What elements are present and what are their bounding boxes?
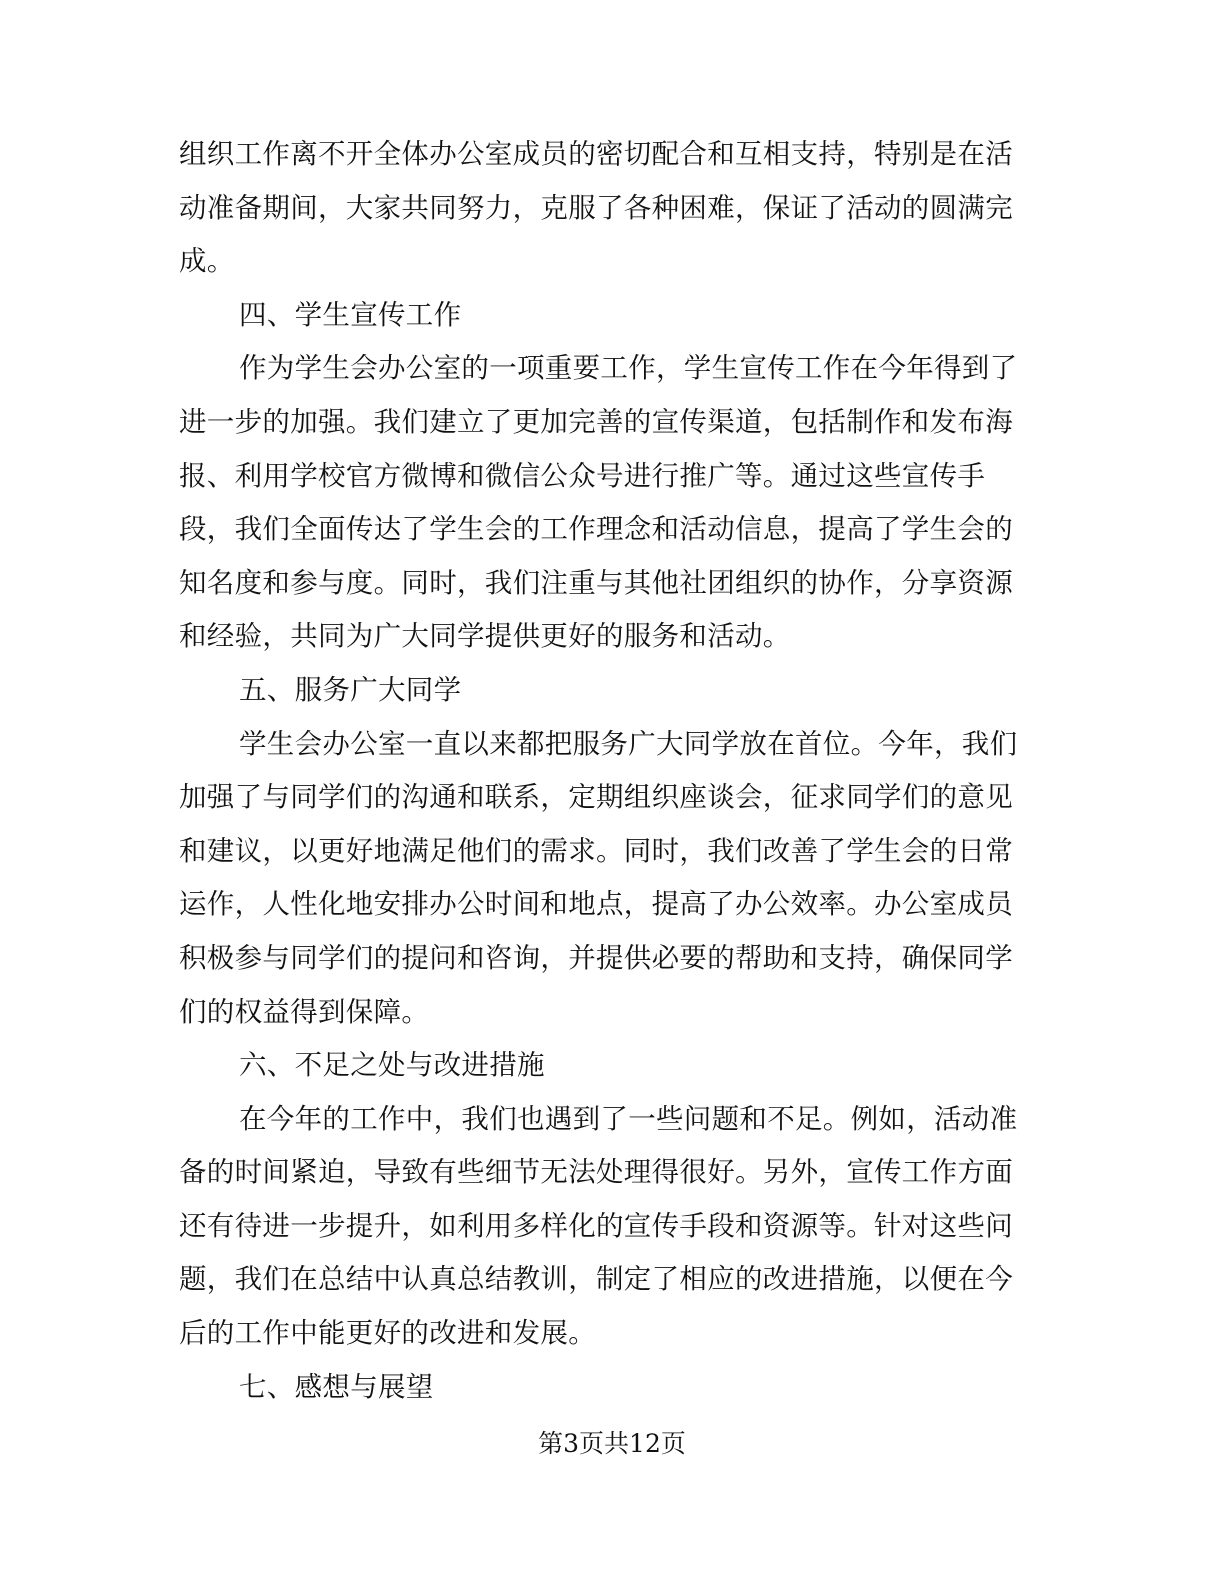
text-line: 还有待进一步提升，如利用多样化的宣传手段和资源等。针对这些问 xyxy=(179,1209,1013,1242)
text-line: 知名度和参与度。同时，我们注重与其他社团组织的协作，分享资源 xyxy=(179,566,1013,599)
text-line: 和经验，共同为广大同学提供更好的服务和活动。 xyxy=(179,620,791,653)
text-line: 加强了与同学们的沟通和联系，定期组织座谈会，征求同学们的意见 xyxy=(179,781,1013,814)
text-line: 报、利用学校官方微博和微信公众号进行推广等。通过这些宣传手 xyxy=(179,459,986,492)
section-heading: 六、不足之处与改进措施 xyxy=(239,1049,545,1082)
text-line: 们的权益得到保障。 xyxy=(179,995,430,1028)
text-line: 题，我们在总结中认真总结教训，制定了相应的改进措施，以便在今 xyxy=(179,1263,1013,1296)
text-line: 作为学生会办公室的一项重要工作，学生宣传工作在今年得到了 xyxy=(239,352,1018,385)
text-line: 组织工作离不开全体办公室成员的密切配合和互相支持，特别是在活 xyxy=(179,138,1013,170)
section-heading: 四、学生宣传工作 xyxy=(239,298,462,331)
text-line: 运作，人性化地安排办公时间和地点，提高了办公效率。办公室成员 xyxy=(179,888,1013,921)
text-line: 在今年的工作中，我们也遇到了一些问题和不足。例如，活动准 xyxy=(239,1102,1018,1135)
text-line: 学生会办公室一直以来都把服务广大同学放在首位。今年，我们 xyxy=(239,727,1018,760)
text-line: 动准备期间，大家共同努力，克服了各种困难，保证了活动的圆满完 xyxy=(179,191,1013,224)
section-heading: 七、感想与展望 xyxy=(239,1370,434,1403)
page-number-footer: 第3页共12页 xyxy=(538,1429,686,1458)
section-heading: 五、服务广大同学 xyxy=(239,673,462,706)
text-line: 成。 xyxy=(179,245,235,278)
text-line: 积极参与同学们的提问和咨询，并提供必要的帮助和支持，确保同学 xyxy=(179,941,1013,974)
document-body xyxy=(179,128,1019,1414)
text-line: 备的时间紧迫，导致有些细节无法处理得很好。另外，宣传工作方面 xyxy=(179,1156,1013,1189)
text-line: 进一步的加强。我们建立了更加完善的宣传渠道，包括制作和发布海 xyxy=(179,405,1013,438)
text-line: 后的工作中能更好的改进和发展。 xyxy=(179,1317,596,1350)
text-line: 段，我们全面传达了学生会的工作理念和活动信息，提高了学生会的 xyxy=(179,513,1013,546)
text-line: 和建议，以更好地满足他们的需求。同时，我们改善了学生会的日常 xyxy=(179,834,1013,867)
